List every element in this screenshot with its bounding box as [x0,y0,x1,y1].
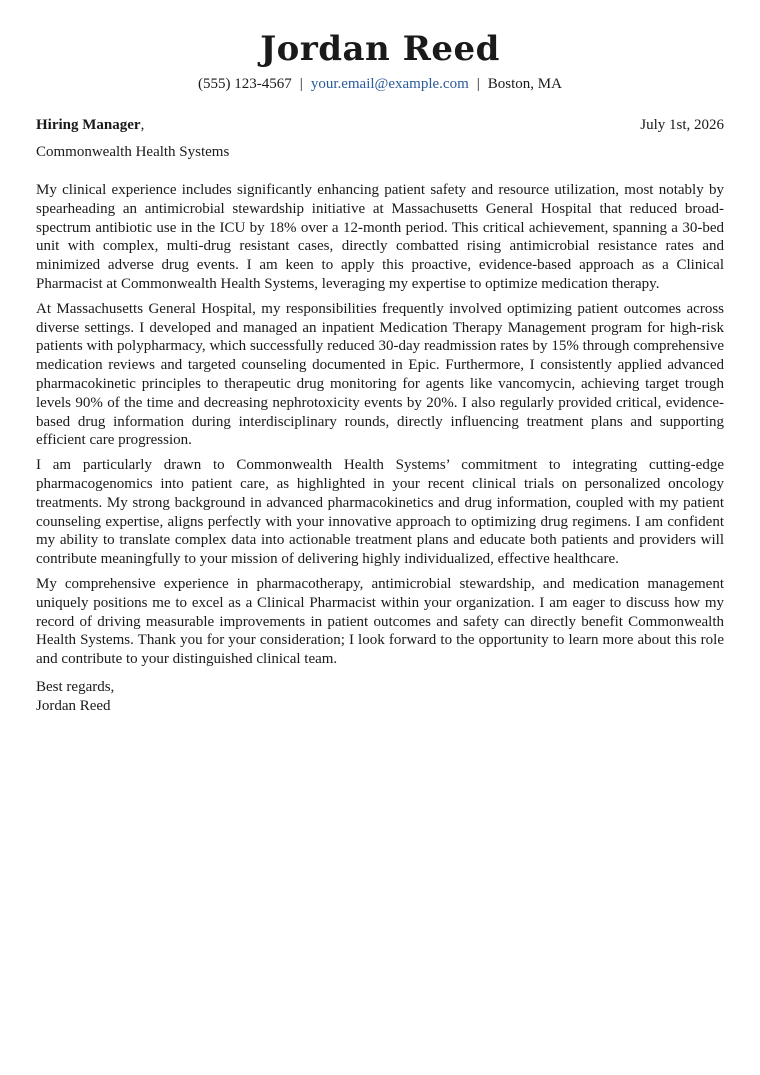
body-paragraph: At Massachusetts General Hospital, my responsibilities frequently involved optimizing patient outcomes across diverse settings. I developed and managed an inpatient Medication Therapy Management program for high-risk patients with polypharmacy, which successfully reduced 30-day readmission rates by 15% through comprehensive medication reviews and targeted counseling documented in Epic. Furthermore, I consistently applied advanced pharmacokinetic principles to therapeutic drug monitoring for agents like vancomycin, achieving target trough levels 90% of the time and decreasing nephrotoxicity events by 20%. I also regularly provided critical, evidence-based drug information during interdisciplinary rounds, directly influencing treatment plans and supporting efficient care progression. [36,300,724,449]
closing-salutation: Best regards, [36,678,115,695]
body-paragraph: My clinical experience includes significantly enhancing patient safety and resource utilization, most notably by spearheading an antimicrobial stewardship initiative at Massachusetts General Hospital that reduced broad-spectrum antibiotic use in the ICU by 18% over a 12-month period. This critical achievement, spanning a 30-bed unit with complex, multi-drug resistant cases, directly combatted rising antimicrobial resistance rates and minimized adverse drug events. I am keen to apply this proactive, evidence-based approach as a Clinical Pharmacist at Commonwealth Health Systems, leveraging my expertise to optimize medication therapy. [36,182,724,292]
letter-body [36,181,724,669]
phone-number: (555) 123-4567 [198,76,292,92]
applicant-name: Jordan Reed [260,29,500,69]
location: Boston, MA [487,76,562,92]
recipient-company: Commonwealth Health Systems [36,144,230,160]
recipient-date-row [36,115,724,135]
recipient-line [36,115,144,135]
letter-date: July 1st, 2026 [640,117,724,133]
recipient-comma: , [140,117,145,133]
letter-closing [36,678,724,716]
contact-line [36,74,724,94]
body-paragraph: I am particularly drawn to Commonwealth Health Systems’ commitment to integrating cutting-edge pharmacogenomics into patient care, as highlighted in your recent clinical trials on personalized oncology treatments. My strong background in advanced pharmacokinetics and drug information, coupled with my patient counseling expertise, aligns perfectly with your innovative approach to optimizing drug regimens. I am confident my ability to translate complex data into actionable treatment plans and educate both patients and providers will contribute meaningfully to your mission of delivering highly individualized, effective healthcare. [36,457,724,568]
recipient-name: Hiring Manager [36,117,141,133]
body-paragraph: My comprehensive experience in pharmacotherapy, antimicrobial stewardship, and medication management uniquely positions me to excel as a Clinical Pharmacist within your organization. I am eager to discuss how my record of driving measurable improvements in patient outcomes and safety can directly benefit Commonwealth Health Systems. Thank you for your consideration; I look forward to the opportunity to learn more about this role and contribute to your distinguished clinical team. [36,575,724,668]
closing-signature: Jordan Reed [36,697,111,714]
contact-separator: | [476,76,480,92]
contact-separator: | [299,76,303,92]
email-link[interactable]: your.email@example.com [310,76,469,92]
